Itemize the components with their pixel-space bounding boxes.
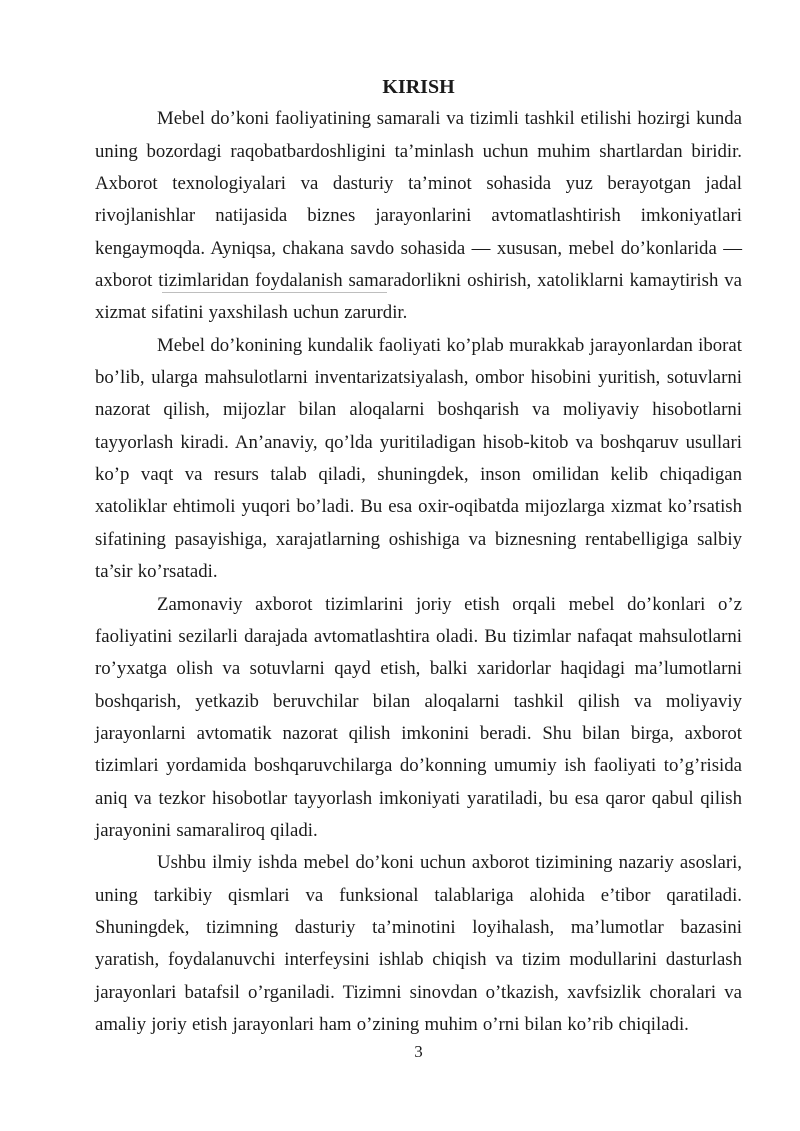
body-paragraph-3: Zamonaviy axborot tizimlarini joriy etish orqali mebel do’konlari o’z faoliyatini sezilarli darajada avtomatlashtira oladi. Bu tizimlar nafaqat mahsulotlarni ro’yxatga olish va sotuvlarni qayd etish, balki xaridorlar haqidagi ma’lumotlarni boshqarish, yetkazib beruvchilar bilan aloqalarni tashkil qilish va moliyaviy jarayonlarni avtomatik nazorat qilish imkonini beradi. Shu bilan birga, axborot tizimlari yordamida boshqaruvchilarga do’konning umumiy ish faoliyati to’g’risida aniq va tezkor hisobotlar tayyorlash imkoniyati yaratiladi, bu esa qaror qabul qilish jarayonini samaraliroq qiladi. [95,593,742,841]
body-paragraph-4: Ushbu ilmiy ishda mebel do’koni uchun axborot tizimining nazariy asoslari, uning tarkibiy qismlari va funksional talablariga alohida e’tibor qaratiladi. Shuningdek, tizimning dasturiy ta’minotini loyihalash, ma’lumotlar bazasini yaratish, foydalanuvchi interfeysini ishlab chiqish va tizim modullarini dasturlash jarayonlari batafsil o’rganiladi. Tizimni sinovdan o’tkazish, xavfsizlik choralari va amaliy joriy etish jarayonlari ham o’zining muhim o’rni bilan ko’rib chiqiladi. [95,852,742,1035]
page-number: 3 [414,1042,423,1061]
body-paragraph-2: Mebel do’konining kundalik faoliyati ko’plab murakkab jarayonlardan iborat bo’lib, ularga mahsulotlarni inventarizatsiyalash, ombor hisobini yuritish, sotuvlarni nazorat qilish, mijozlar bilan aloqalarni boshqarish va moliyaviy hisobotlarni tayyorlash kiradi. An’anaviy, qo’lda yuritiladigan hisob-kitob va boshqaruv usullari ko’p vaqt va resurs talab qiladi, shuningdek, inson omilidan kelib chiqadigan xatoliklar ehtimoli yuqori bo’ladi. Bu esa oxir-oqibatda mijozlarga xizmat ko’rsatish sifatining pasayishiga, xarajatlarning oshishiga va biznesning rentabelligiga salbiy ta’sir ko’rsatadi. [95,334,742,583]
page-title: KIRISH [382,76,455,98]
scan-artifact-line [162,292,387,293]
body-paragraph-1: Mebel do’koni faoliyatining samarali va tizimli tashkil etilishi hozirgi kunda uning bozordagi raqobatbardoshligini ta’minlash uchun muhim shartlardan biridir. Axborot texnologiyalari va dasturiy ta’minot sohasida yuz berayotgan jadal rivojlanishlar natijasida biznes jarayonlarini avtomatlashtirish imkoniyatlari kengaymoqda. Ayniqsa, chakana savdo sohasida — xususan, mebel do’konlarida — axborot tizimlaridan foydalanish samaradorlikni oshirish, xatoliklarni kamaytirish va xizmat sifatini yaxshilash uchun zarurdir. [95,108,742,324]
